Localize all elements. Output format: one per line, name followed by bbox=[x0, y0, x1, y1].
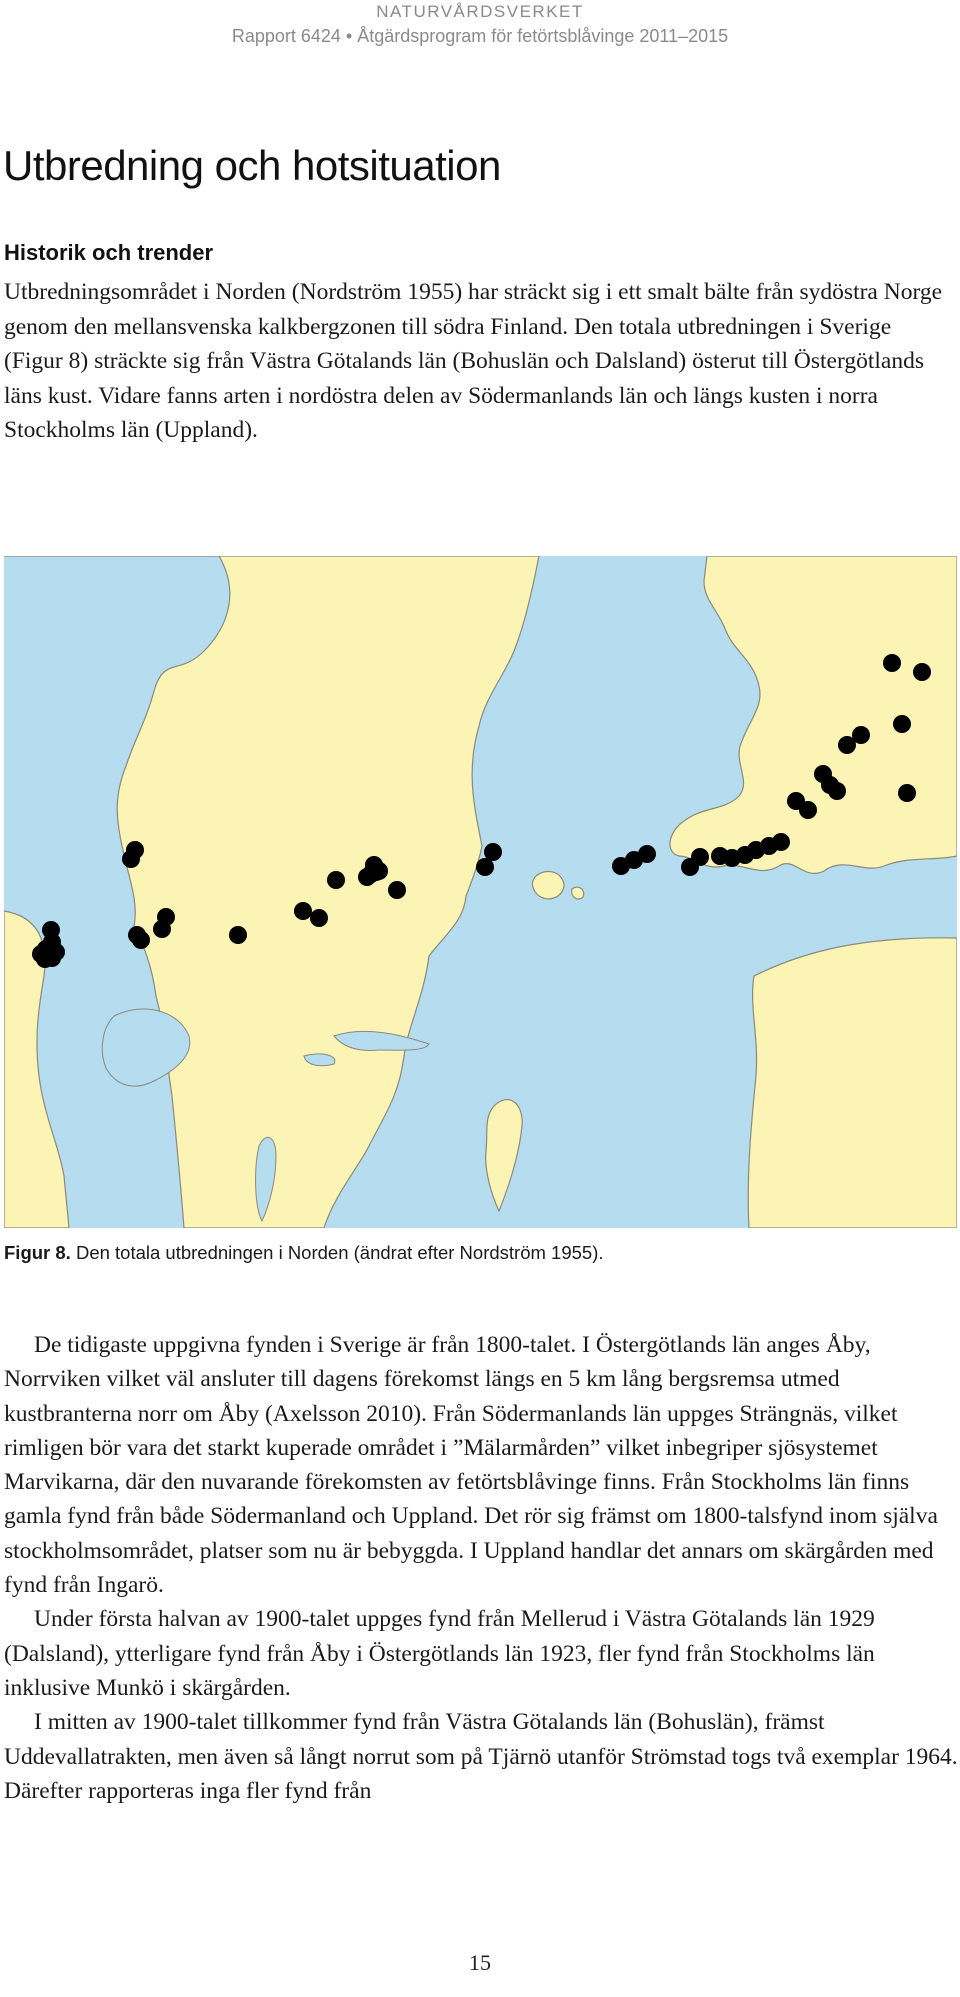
body-paragraph: I mitten av 1900-talet tillkommer fynd från Västra Götalands län (Bohuslän), främst Uddevallatrakten, men även så långt norrut som på Tjärnö utanför Strömstad togs två exemplar 1964. Därefter rapporteras inga fler fynd från bbox=[4, 1709, 958, 1804]
running-header bbox=[0, 0, 960, 60]
page-title: Utbredning och hotsituation bbox=[3, 142, 501, 189]
figure-label: Figur 8. bbox=[4, 1242, 71, 1263]
figure-caption bbox=[4, 1242, 604, 1264]
record-dot bbox=[913, 663, 931, 681]
agency-name: NATURVÅRDSVERKET bbox=[376, 2, 584, 21]
section-heading: Historik och trender bbox=[4, 240, 214, 265]
island-aland bbox=[532, 871, 564, 898]
record-dot bbox=[132, 931, 150, 949]
record-dot bbox=[32, 945, 50, 963]
island-small bbox=[572, 887, 584, 899]
record-dot bbox=[476, 858, 494, 876]
record-dot bbox=[799, 801, 817, 819]
figure-caption-text: Den totala utbredningen i Norden (ändrat efter Nordström 1955). bbox=[70, 1242, 604, 1263]
record-dot bbox=[153, 920, 171, 938]
report-title: Rapport 6424 • Åtgärdsprogram för fetörtsblåvinge 2011–2015 bbox=[231, 26, 729, 46]
record-dot bbox=[229, 926, 247, 944]
body-paragraph: De tidigaste uppgivna fynden i Sverige är från 1800-talet. I Östergötlands län anges Åby, Norrviken vilket väl ansluter till dagens förekomst längs en 5 km lång bergsremsa utmed kustbranterna norr om Åby (Axelsson 2010). Från Södermanlands län uppges Strängnäs, vilket rimligen bör vara det starkt kuperade området i ”Mälarmården” vilket inbegriper sjösystemet Marvikarna, där den nuvarande förekomsten av fetörtsblåvinge finns. Från Stockholms län finns gamla fynd från både Södermanland och Uppland. Det rör sig främst om 1800-talsfynd inom själva stockholmsområdet, platser som nu är bebyggda. I Uppland handlar det annars om skärgården med fynd från Ingarö. bbox=[4, 1332, 938, 1599]
record-dot bbox=[681, 858, 699, 876]
record-dot bbox=[828, 782, 846, 800]
record-dot bbox=[327, 871, 345, 889]
record-dot bbox=[370, 862, 388, 880]
record-dot bbox=[838, 736, 856, 754]
record-dot bbox=[883, 654, 901, 672]
land-southeast bbox=[748, 938, 957, 1228]
record-dot bbox=[711, 847, 729, 865]
record-dot bbox=[898, 784, 916, 802]
record-dot bbox=[122, 850, 140, 868]
distribution-map bbox=[4, 556, 957, 1228]
record-dot bbox=[294, 902, 312, 920]
record-dot bbox=[612, 857, 630, 875]
record-dot bbox=[893, 715, 911, 733]
intro-paragraph: Utbredningsområdet i Norden (Nordström 1955) har sträckt sig i ett smalt bälte från sydöstra Norge genom den mellansvenska kalkbergzonen till södra Finland. Den totala utbredningen i Sverige (Figur 8) sträckte sig från Västra Götalands län (Bohuslän och Dalsland) österut till Östergötlands läns kust. Vidare fanns arten i nordöstra delen av Södermanlands län och längs kusten i norra Stockholms län (Uppland). bbox=[4, 279, 943, 443]
page-number: 15 bbox=[469, 1950, 491, 1975]
record-dot bbox=[310, 909, 328, 927]
body-text bbox=[4, 1328, 959, 1808]
record-dot bbox=[388, 881, 406, 899]
body-paragraph: Under första halvan av 1900-talet uppges fynd från Mellerud i Västra Götalands län 1929 (Dalsland), ytterligare fynd från Åby i Östergötlands län 1923, fler fynd från Stockholms län inklusive Munkö i skärgården. bbox=[4, 1606, 875, 1701]
